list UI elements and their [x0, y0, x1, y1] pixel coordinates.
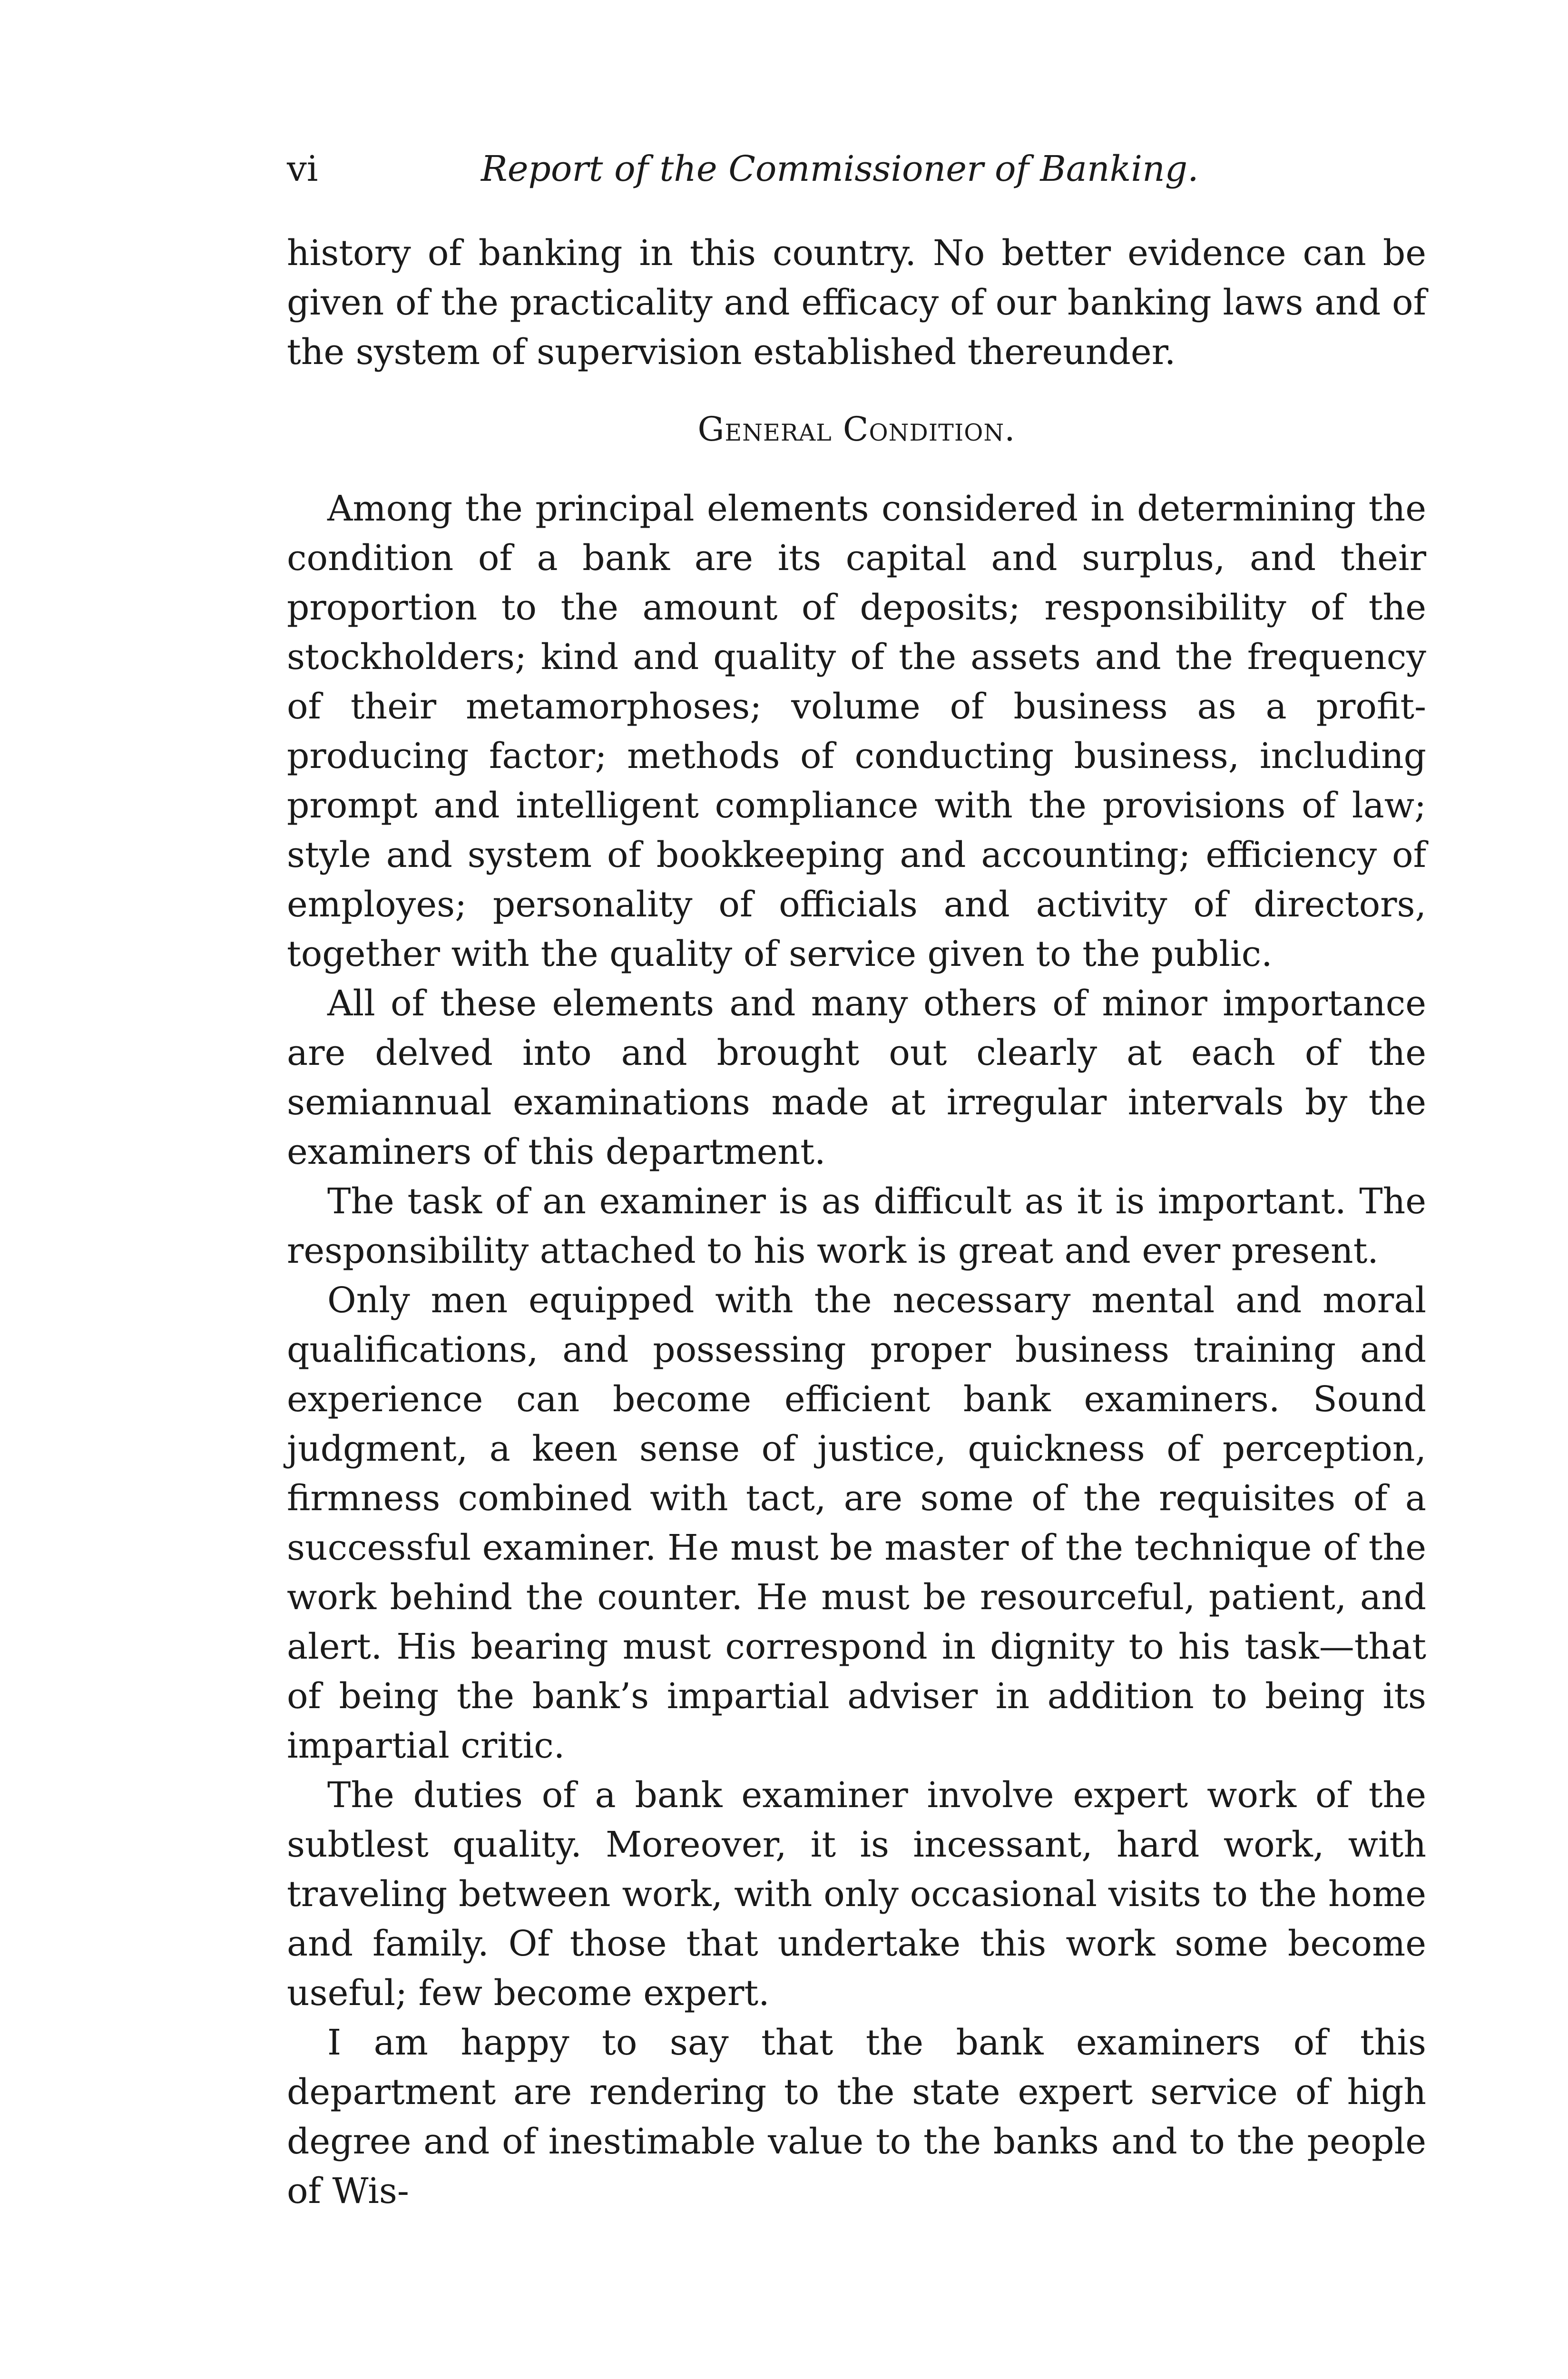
page-header: [287, 138, 1429, 200]
paragraph-elements-of-condition: Among the principal elements considered in determining the condition of a bank are its capital and surplus, and their proportion to the amount of deposits; responsibility of the stockholders; kind and quality of the assets and the frequency of their metamorphoses; volume of business as a profit-producing factor; methods of conducting business, including prompt and intelligent compliance with the provisions of law; style and system of bookkeeping and accounting; efficiency of employes; personality of officials and activity of directors, together with the quality of service given to the public.: [287, 488, 1426, 974]
paragraph-minor-elements: All of these elements and many others of minor importance are delved into and brought out clearly at each of the semiannual examinations made at irregular intervals by the examiners of this department.: [287, 983, 1426, 1172]
page-number: vi: [287, 148, 318, 189]
paragraph-examiner-service: I am happy to say that the bank examiners of this department are rendering to the state expert service of high degree and of inestimable value to the banks and to the people of Wis-: [287, 2022, 1426, 2212]
section-heading: General Condition.: [697, 410, 1016, 449]
running-title: Report of the Commissioner of Banking.: [481, 148, 1199, 189]
paragraph-examiner-duties: The duties of a bank examiner involve expert work of the subtlest quality. Moreover, it is incessant, hard work, with traveling between work, with only occasional visits to the home and family. Of those that undertake this work some become useful; few become expert.: [287, 1775, 1426, 2014]
paragraph-examiner-qualifications: Only men equipped with the necessary mental and moral qualifications, and possessing proper business training and experience can become efficient bank examiners. Sound judgment, a keen sense of justice, quickness of perception, firmness combined with tact, are some of the requisites of a successful examiner. He must be master of the technique of the work behind the counter. He must be resourceful, patient, and alert. His bearing must correspond in dignity to his task—that of being the bank’s impartial adviser in addition to being its impartial critic.: [287, 1280, 1426, 1766]
paragraph-examiner-task: The task of an examiner is as difficult as it is important. The responsibility attached to his work is great and ever present.: [287, 1181, 1426, 1271]
body-text: [287, 228, 1426, 2216]
continued-paragraph: history of banking in this country. No better evidence can be given of the practicality and efficacy of our banking laws and of the system of supervision established thereunder.: [287, 233, 1426, 373]
